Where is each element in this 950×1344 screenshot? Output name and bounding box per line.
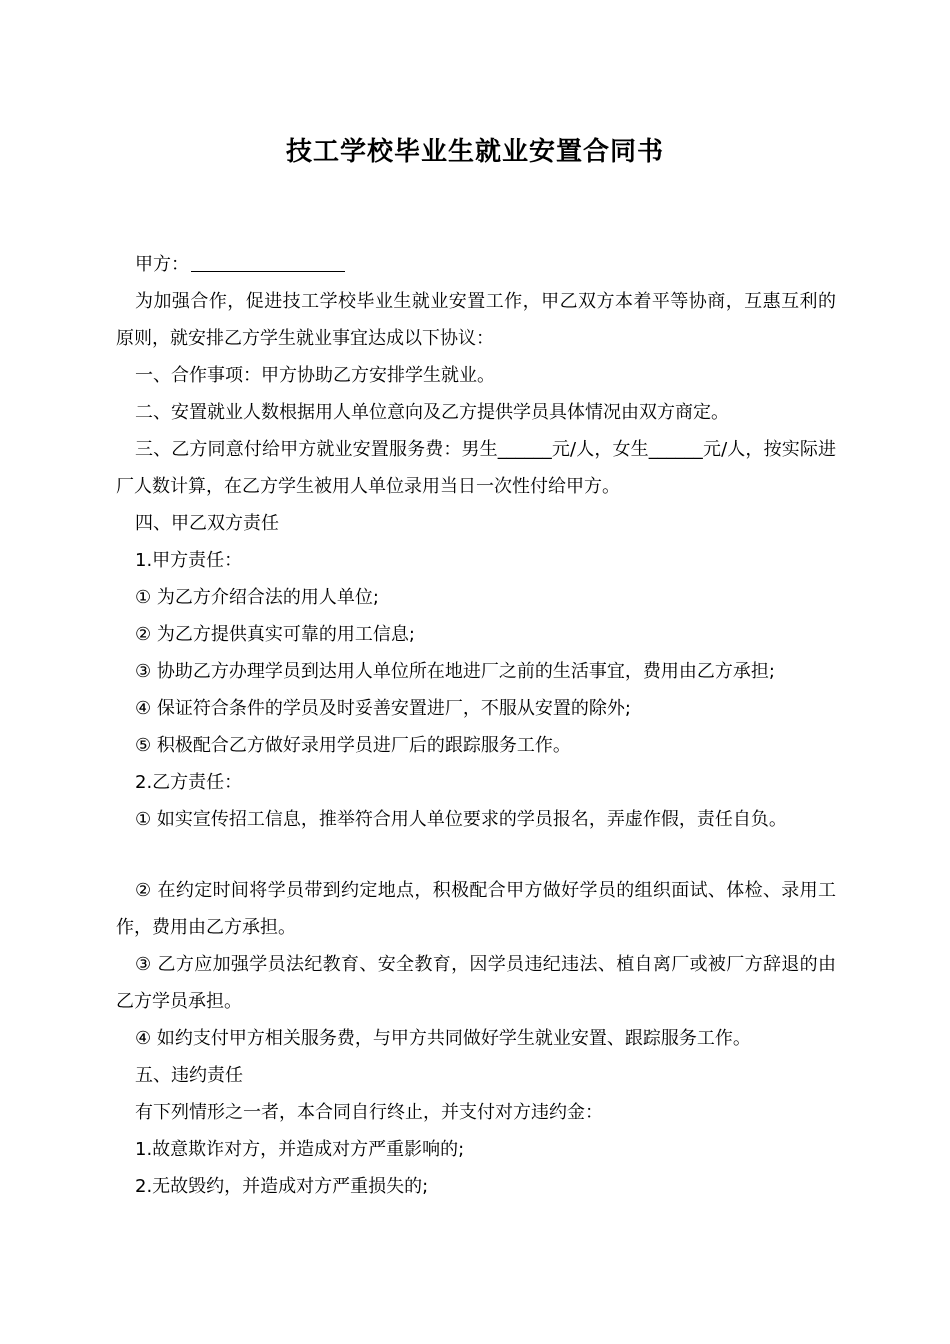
party-b-responsibility-1: ① 如实宣传招工信息，推举符合用人单位要求的学员报名，弄虚作假，责任自负。	[135, 809, 787, 830]
document-title: 技工学校毕业生就业安置合同书	[285, 137, 664, 167]
clause-5-heading: 五、违约责任	[135, 1065, 243, 1086]
paragraph-gap	[116, 838, 836, 872]
document-body	[116, 246, 836, 1205]
breach-item-2: 2.无故毁约，并造成对方严重损失的;	[135, 1176, 429, 1197]
party-b-responsibility-2: ② 在约定时间将学员带到约定地点，积极配合甲方做好学员的组织面试、体检、录用工作，费用由乙方承担。	[116, 880, 836, 938]
party-a-line	[116, 246, 836, 283]
party-a-responsibility-4: ④ 保证符合条件的学员及时妥善安置进厂，不服从安置的除外;	[135, 698, 631, 719]
clause-2: 二、安置就业人数根据用人单位意向及乙方提供学员具体情况由双方商定。	[135, 402, 729, 423]
party-a-label: 甲方：	[135, 254, 189, 275]
party-a-responsibility-5: ⑤ 积极配合乙方做好录用学员进厂后的跟踪服务工作。	[135, 735, 571, 756]
party-a-responsibility-title: 1.甲方责任：	[135, 550, 243, 571]
party-b-responsibility-3: ③ 乙方应加强学员法纪教育、安全教育，因学员违纪违法、植自离厂或被厂方辞退的由乙方学员承担。	[116, 954, 836, 1012]
party-a-responsibility-1: ① 为乙方介绍合法的用人单位;	[135, 587, 379, 608]
party-a-blank	[191, 253, 345, 272]
party-a-responsibility-3: ③ 协助乙方办理学员到达用人单位所在地进厂之前的生活事宜，费用由乙方承担;	[135, 661, 775, 682]
intro-paragraph: 为加强合作，促进技工学校毕业生就业安置工作，甲乙双方本着平等协商，互惠互利的原则，就安排乙方学生就业事宜达成以下协议：	[116, 291, 836, 349]
party-a-responsibility-2: ② 为乙方提供真实可靠的用工信息;	[135, 624, 415, 645]
clause-4-heading: 四、甲乙双方责任	[135, 513, 279, 534]
breach-intro: 有下列情形之一者，本合同自行终止，并支付对方违约金：	[135, 1102, 603, 1123]
party-b-responsibility-4: ④ 如约支付甲方相关服务费，与甲方共同做好学生就业安置、跟踪服务工作。	[135, 1028, 751, 1049]
clause-3: 三、乙方同意付给甲方就业安置服务费：男生______元/人，女生______元/人，按实际进厂人数计算，在乙方学生被用人单位录用当日一次性付给甲方。	[116, 439, 836, 497]
breach-item-1: 1.故意欺诈对方，并造成对方严重影响的;	[135, 1139, 465, 1160]
clause-1: 一、合作事项：甲方协助乙方安排学生就业。	[135, 365, 495, 386]
party-b-responsibility-title: 2.乙方责任：	[135, 772, 243, 793]
